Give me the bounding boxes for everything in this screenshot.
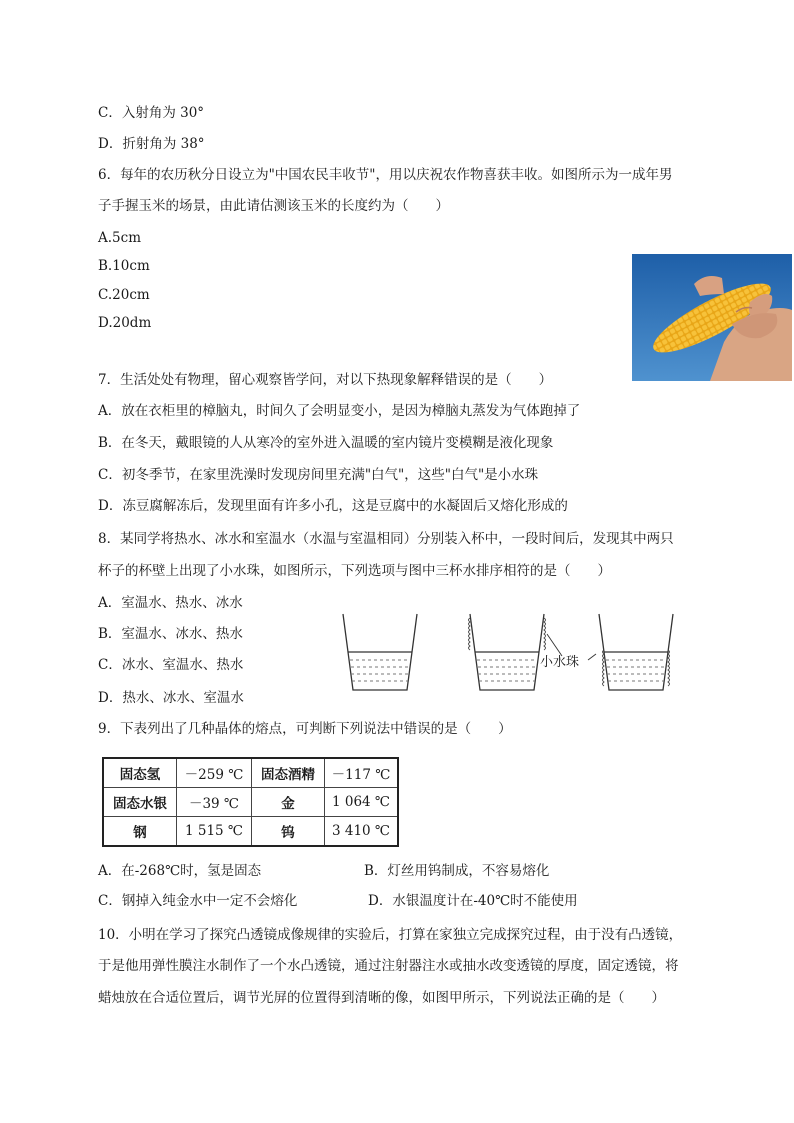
q6-option-a: A.5cm bbox=[98, 230, 141, 246]
q10-line3: 蜡烛放在合适位置后，调节光屏的位置得到清晰的像，如图甲所示，下列说法正确的是（ ） bbox=[98, 990, 665, 1006]
q10-line2: 于是他用弹性膜注水制作了一个水凸透镜，通过注射器注水或抽水改变透镜的厚度，固定透镜，将 bbox=[98, 958, 679, 974]
q8-stem-line2: 杯子的杯壁上出现了小水珠，如图所示，下列选项与图中三杯水排序相符的是（ ） bbox=[98, 563, 611, 579]
q8-stem-line1: 8．某同学将热水、冰水和室温水（水温与室温相同）分别装入杯中，一段时间后，发现其中两只 bbox=[98, 531, 674, 547]
q6-option-d: D.20dm bbox=[98, 315, 152, 331]
q8-option-c: C．冰水、室温水、热水 bbox=[98, 657, 244, 673]
q6-stem-line1: 6．每年的农历秋分日设立为"中国农民丰收节"，用以庆祝农作物喜获丰收。如图所示为一成年男 bbox=[98, 167, 673, 183]
table-cell: 3 410 ℃ bbox=[325, 817, 399, 847]
q6-stem-line2: 子手握玉米的场景，由此请估测该玉米的长度约为（ ） bbox=[98, 198, 449, 214]
table-cell: －39 ℃ bbox=[177, 788, 252, 817]
q9-stem: 9．下表列出了几种晶体的熔点，可判断下列说法中错误的是（ ） bbox=[98, 721, 512, 737]
q5-option-c: C．入射角为 30° bbox=[98, 105, 205, 121]
table-cell: 固态酒精 bbox=[252, 758, 325, 788]
table-cell: 钢 bbox=[103, 817, 177, 847]
q7-option-a: A．放在衣柜里的樟脑丸，时间久了会明显变小，是因为樟脑丸蒸发为气体跑掉了 bbox=[98, 403, 581, 419]
q9-option-d: D．水银温度计在-40℃时不能使用 bbox=[368, 893, 578, 909]
cup-2 bbox=[469, 614, 546, 690]
q7-option-c: C．初冬季节，在家里洗澡时发现房间里充满"白气"，这些"白气"是小水珠 bbox=[98, 467, 539, 483]
table-cell: 金 bbox=[252, 788, 325, 817]
q7-stem: 7．生活处处有物理，留心观察皆学问，对以下热现象解释错误的是（ ） bbox=[98, 372, 553, 388]
q8-option-b: B．室温水、冰水、热水 bbox=[98, 626, 243, 642]
q10-line1: 10．小明在学习了探究凸透镜成像规律的实验后，打算在家独立完成探究过程，由于没有凸透镜， bbox=[98, 927, 683, 943]
q7-option-b: B．在冬天，戴眼镜的人从寒冷的室外进入温暖的室内镜片变模糊是液化现象 bbox=[98, 435, 554, 451]
q9-option-b: B．灯丝用钨制成，不容易熔化 bbox=[364, 863, 550, 879]
melting-point-table bbox=[102, 757, 399, 847]
q8-option-d: D．热水、冰水、室温水 bbox=[98, 690, 244, 706]
table-cell: 固态水银 bbox=[103, 788, 177, 817]
q8-option-a: A．室温水、热水、冰水 bbox=[98, 595, 243, 611]
q5-option-d: D．折射角为 38° bbox=[98, 136, 205, 152]
table-row bbox=[103, 788, 398, 817]
cup-1 bbox=[343, 614, 417, 690]
table-cell: 钨 bbox=[252, 817, 325, 847]
cup-3 bbox=[599, 614, 673, 690]
water-drop-label: 小水珠 bbox=[540, 655, 580, 670]
table-cell: －259 ℃ bbox=[177, 758, 252, 788]
table-cell: －117 ℃ bbox=[325, 758, 399, 788]
table-cell: 1 064 ℃ bbox=[325, 788, 399, 817]
q6-option-b: B.10cm bbox=[98, 258, 150, 274]
table-row bbox=[103, 758, 398, 788]
corn-in-hand-photo bbox=[632, 254, 792, 381]
table-cell: 固态氢 bbox=[103, 758, 177, 788]
table-cell: 1 515 ℃ bbox=[177, 817, 252, 847]
q6-option-c: C.20cm bbox=[98, 287, 150, 303]
q9-option-c: C．钢掉入纯金水中一定不会熔化 bbox=[98, 893, 298, 909]
table-row bbox=[103, 817, 398, 847]
q7-option-d: D．冻豆腐解冻后，发现里面有许多小孔，这是豆腐中的水凝固后又熔化形成的 bbox=[98, 498, 568, 514]
three-cups-figure bbox=[340, 612, 680, 694]
q9-option-a: A．在-268℃时，氢是固态 bbox=[98, 863, 262, 879]
